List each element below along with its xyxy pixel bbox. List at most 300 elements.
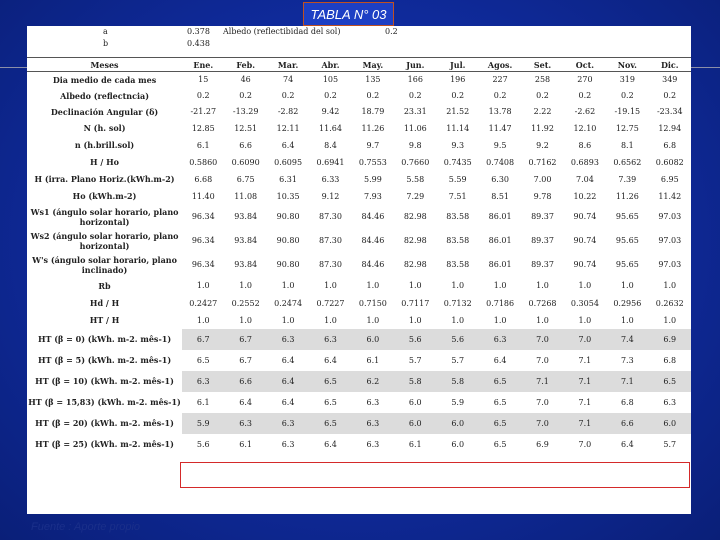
- table-cell: 9.78: [533, 191, 552, 201]
- ht-cell: 6.3: [182, 371, 224, 392]
- ht-cell: 6.3: [352, 413, 394, 434]
- table-cell: 319: [619, 75, 635, 85]
- table-cell: 7.93: [363, 191, 382, 201]
- table-cell: 90.74: [573, 236, 597, 245]
- ht-cell: 6.0: [408, 397, 422, 407]
- table-cell: -2.62: [574, 107, 596, 116]
- table-row: [27, 295, 691, 312]
- table-cell: 6.1: [196, 140, 210, 150]
- table-row: [27, 229, 691, 253]
- ht-cell: 5.7: [408, 355, 422, 365]
- ht-cell: 6.3: [663, 397, 677, 407]
- header-cell-month: Jun.: [394, 58, 436, 72]
- table-cell: 9.3: [451, 140, 465, 150]
- ht-row: [27, 413, 691, 434]
- table-cell: 0.2: [578, 91, 592, 100]
- table-cell: 0.6090: [231, 157, 260, 167]
- table-cell: 0.7227: [316, 298, 345, 308]
- table-cell: 1.0: [408, 281, 422, 290]
- table-cell: 10.22: [573, 191, 597, 201]
- table-cell: 96.34: [191, 260, 215, 269]
- table-cell: 82.98: [403, 212, 427, 221]
- row-label: N (h. sol): [83, 123, 126, 133]
- constant-b-label: b: [103, 39, 109, 48]
- table-cell: 11.14: [446, 123, 470, 133]
- table-cell: 0.2: [324, 91, 337, 100]
- header-cell-month: Mar.: [267, 58, 309, 72]
- row-label: W's (ángulo solar horario, plano inclinado): [32, 254, 177, 275]
- table-cell: 0.2: [281, 91, 295, 100]
- header-cell-month: Abr.: [309, 58, 351, 72]
- table-cell: 13.78: [488, 107, 512, 116]
- table-row: [27, 188, 691, 205]
- table-cell: -21.27: [190, 107, 217, 116]
- albedo-description: Albedo (reflectibidad del sol): [223, 27, 341, 36]
- table-cell: 0.2: [408, 91, 422, 100]
- table-cell: 87.30: [319, 260, 342, 269]
- table-cell: 1.0: [663, 281, 677, 290]
- constants-block: [27, 26, 691, 54]
- table-cell: 1.0: [578, 315, 592, 325]
- table-cell: -2.82: [277, 107, 299, 116]
- row-label: H (irra. Plano Horiz.(kWh.m-2): [34, 174, 175, 184]
- header-cell-meses: Meses: [27, 58, 182, 72]
- ht-row: [27, 434, 691, 455]
- ht-cell: 6.5: [324, 397, 337, 407]
- ht-cell: 7.3: [620, 355, 634, 365]
- table-cell: 18.79: [361, 107, 385, 116]
- table-cell: 7.04: [576, 174, 594, 184]
- row-label: Dia medio de cada mes: [52, 74, 157, 85]
- ht-row-label: HT (β = 15,83) (kWh. m-2. mês-1): [27, 392, 182, 413]
- ht-cell: 5.8: [437, 371, 479, 392]
- table-cell: 1.0: [196, 315, 210, 325]
- table-cell: 96.34: [191, 212, 215, 221]
- table-cell: 90.80: [276, 260, 300, 269]
- table-cell: 11.08: [234, 191, 258, 201]
- ht-row: [27, 350, 691, 371]
- header-cell-month: Jul.: [437, 58, 479, 72]
- table-cell: 93.84: [234, 260, 258, 269]
- ht-cell: 7.0: [536, 397, 549, 407]
- table-cell: 1.0: [239, 281, 253, 290]
- table-cell: 0.7435: [443, 157, 472, 167]
- table-cell: 0.2: [366, 91, 380, 100]
- table-cell: 0.7408: [486, 157, 515, 167]
- table-cell: 1.0: [536, 315, 549, 325]
- table-cell: 135: [365, 75, 381, 85]
- ht-cell: 6.0: [394, 413, 436, 434]
- ht-cell: 5.9: [451, 397, 465, 407]
- table-cell: 23.31: [403, 107, 427, 116]
- ht-cell: 6.1: [366, 355, 380, 365]
- table-cell: -13.29: [232, 107, 259, 116]
- table-row: [27, 253, 691, 277]
- header-cell-month: May.: [352, 58, 394, 72]
- ht-cell: 6.5: [493, 439, 507, 449]
- ht-cell: 6.4: [324, 355, 337, 365]
- ht-cell: 6.3: [281, 439, 295, 449]
- table-row: [27, 171, 691, 188]
- table-cell: 90.74: [573, 212, 597, 221]
- header-cell-month: Agos.: [479, 58, 521, 72]
- table-cell: 6.31: [279, 174, 297, 184]
- table-cell: 74: [282, 75, 294, 85]
- table-cell: 1.0: [536, 281, 549, 290]
- row-label: Ws1 (ángulo solar horario, plano horizontal): [30, 206, 179, 227]
- ht-cell: 6.4: [493, 355, 507, 365]
- ht-cell: 6.3: [309, 329, 351, 350]
- ht-cell: 6.7: [239, 355, 253, 365]
- table-cell: 2.22: [533, 107, 552, 116]
- ht-cell: 6.0: [437, 413, 479, 434]
- table-cell: 8.6: [578, 140, 592, 150]
- table-cell: 89.37: [531, 260, 554, 269]
- table-cell: 0.6082: [655, 157, 684, 167]
- table-cell: 6.33: [321, 174, 340, 184]
- table-cell: 1.0: [196, 281, 210, 290]
- table-cell: 0.7186: [486, 298, 515, 308]
- table-cell: 84.46: [361, 260, 385, 269]
- ht-cell: 6.5: [649, 371, 691, 392]
- ht-cell: 6.3: [366, 439, 380, 449]
- ht-cell: 7.0: [521, 413, 563, 434]
- table-cell: 86.01: [488, 260, 512, 269]
- table-cell: 6.30: [491, 174, 510, 184]
- table-cell: 0.2: [239, 91, 253, 100]
- table-cell: 8.51: [491, 191, 510, 201]
- table-cell: 349: [662, 75, 678, 85]
- table-cell: 89.37: [531, 212, 554, 221]
- table-cell: 6.8: [663, 140, 677, 150]
- table-cell: 0.2: [196, 91, 210, 100]
- table-cell: 93.84: [234, 212, 258, 221]
- ht-cell: 6.5: [309, 413, 351, 434]
- table-cell: 83.58: [446, 212, 470, 221]
- table-cell: 0.2: [620, 91, 634, 100]
- ht-cell: 7.1: [521, 371, 563, 392]
- constant-a-value: 0.378: [187, 27, 210, 36]
- table-cell: 1.0: [451, 281, 465, 290]
- table-cell: 83.58: [446, 236, 470, 245]
- header-cell-month: Ene.: [182, 58, 224, 72]
- table-cell: 86.01: [488, 212, 512, 221]
- table-cell: 0.2: [493, 91, 507, 100]
- table-cell: 11.92: [531, 123, 554, 133]
- table-row: [27, 154, 691, 171]
- table-cell: 9.5: [493, 140, 507, 150]
- ht-cell: 5.9: [182, 413, 224, 434]
- ht-cell: 7.0: [564, 329, 606, 350]
- ht-cell: 6.3: [267, 329, 309, 350]
- table-cell: 7.00: [533, 174, 552, 184]
- table-cell: 227: [492, 75, 508, 85]
- ht-cell: 5.7: [663, 439, 677, 449]
- table-cell: 0.7117: [401, 298, 430, 308]
- ht-cell: 6.7: [224, 329, 266, 350]
- table-cell: 15: [198, 75, 209, 85]
- table-cell: 0.7553: [358, 157, 387, 167]
- ht-cell: 6.0: [649, 413, 691, 434]
- table-cell: 1.0: [324, 281, 337, 290]
- table-cell: 8.4: [324, 140, 337, 150]
- table-cell: 0.2427: [189, 298, 218, 308]
- table-cell: 1.0: [451, 315, 465, 325]
- table-cell: 105: [322, 75, 339, 85]
- table-cell: 6.6: [239, 140, 253, 150]
- ht-cell: 6.4: [239, 397, 253, 407]
- ht-cell: 6.7: [182, 329, 224, 350]
- row-label: Rb: [98, 280, 111, 291]
- table-cell: 46: [240, 75, 251, 85]
- table-row: [27, 137, 691, 154]
- table-cell: 12.85: [191, 123, 215, 133]
- header-cell-month: Set.: [521, 58, 563, 72]
- ht-cell: 6.5: [479, 413, 521, 434]
- constant-b-value: 0.438: [187, 39, 210, 48]
- table-cell: 83.58: [446, 260, 470, 269]
- table-cell: 9.2: [536, 140, 549, 150]
- table-cell: 11.47: [488, 123, 512, 133]
- table-cell: -23.34: [656, 107, 683, 116]
- row-label: Ho (kWh.m-2): [72, 191, 137, 201]
- table-cell: 90.80: [276, 212, 300, 221]
- ht-row-label: HT (β = 10) (kWh. m-2. mês-1): [27, 371, 182, 392]
- table-cell: 270: [577, 75, 593, 85]
- table-cell: 95.65: [615, 212, 639, 221]
- table-cell: 0.2552: [231, 298, 260, 308]
- table-cell: 93.84: [234, 236, 258, 245]
- albedo-value: 0.2: [385, 27, 398, 36]
- table-cell: 6.68: [194, 174, 213, 184]
- ht-row: [27, 392, 691, 413]
- ht-cell: 7.1: [578, 355, 592, 365]
- table-cell: 1.0: [366, 315, 380, 325]
- table-cell: 0.2: [536, 91, 549, 100]
- table-cell: 0.2: [663, 91, 677, 100]
- table-cell: 12.10: [573, 123, 597, 133]
- table-cell: 8.1: [620, 140, 634, 150]
- ht-cell: 6.4: [324, 439, 337, 449]
- table-cell: 0.6941: [316, 157, 345, 167]
- table-cell: 86.01: [488, 236, 512, 245]
- header-cell-month: Nov.: [606, 58, 648, 72]
- table-cell: -19.15: [614, 107, 641, 116]
- table-cell: 97.03: [658, 260, 682, 269]
- ht-row-label: HT (β = 5) (kWh. m-2. mês-1): [27, 350, 182, 371]
- ht-cell: 6.4: [267, 371, 309, 392]
- table-cell: 0.7132: [443, 298, 472, 308]
- row-label: n (h.brill.sol): [74, 140, 135, 150]
- row-label: H / Ho: [90, 157, 119, 167]
- row-label: HT / H: [89, 315, 120, 325]
- table-cell: 87.30: [319, 212, 342, 221]
- ht-cell: 6.9: [649, 329, 691, 350]
- table-cell: 0.2956: [613, 298, 642, 308]
- ht-cell: 7.0: [536, 355, 549, 365]
- ht-cell: 6.3: [479, 329, 521, 350]
- ht-cell: 7.1: [578, 397, 592, 407]
- table-cell: 0.6562: [613, 157, 642, 167]
- ht-cell: 6.6: [606, 413, 648, 434]
- table-cell: 0.2474: [274, 298, 303, 308]
- constant-a-label: a: [103, 27, 108, 36]
- ht-cell: 6.9: [536, 439, 549, 449]
- ht-cell: 6.5: [309, 371, 351, 392]
- table-cell: 12.51: [234, 123, 258, 133]
- table-cell: 11.26: [615, 191, 639, 201]
- row-label: Albedo (reflectncia): [60, 90, 149, 101]
- table-cell: 9.7: [366, 140, 380, 150]
- source-note: Fuente : Aporte propio: [31, 521, 141, 533]
- table-cell: 5.58: [406, 174, 425, 184]
- ht-row-label: HT (β = 20) (kWh. m-2. mês-1): [27, 413, 182, 434]
- table-cell: 9.12: [321, 191, 340, 201]
- table-cell: 0.6893: [570, 157, 599, 167]
- ht-row-label: HT (β = 0) (kWh. m-2. mês-1): [27, 329, 182, 350]
- table-cell: 0.7660: [401, 157, 430, 167]
- table-header-row: [27, 58, 691, 72]
- table-cell: 0.2632: [655, 298, 684, 308]
- ht-cell: 6.4: [620, 439, 634, 449]
- ht-cell: 6.3: [267, 413, 309, 434]
- table-cell: 7.29: [406, 191, 425, 201]
- table-cell: 84.46: [361, 212, 385, 221]
- table-cell: 11.64: [319, 123, 342, 133]
- ht-cell: 6.3: [224, 413, 266, 434]
- row-label: Hd / H: [89, 298, 120, 308]
- table-cell: 6.95: [660, 174, 679, 184]
- ht-cell: 6.5: [493, 397, 507, 407]
- table-cell: 82.98: [403, 260, 427, 269]
- table-cell: 1.0: [620, 315, 634, 325]
- ht-cell: 6.3: [366, 397, 380, 407]
- ht-cell: 6.5: [479, 371, 521, 392]
- table-cell: 11.26: [361, 123, 385, 133]
- table-cell: 10.35: [276, 191, 300, 201]
- table-cell: 97.03: [658, 212, 682, 221]
- table-cell: 0.5860: [189, 157, 218, 167]
- ht-cell: 6.0: [352, 329, 394, 350]
- header-cell-month: Oct.: [564, 58, 606, 72]
- table-row: [27, 205, 691, 229]
- table-cell: 84.46: [361, 236, 385, 245]
- ht-cell: 7.1: [564, 371, 606, 392]
- table-cell: 258: [534, 75, 551, 85]
- table-cell: 0.7150: [358, 298, 387, 308]
- table-cell: 12.11: [276, 123, 300, 133]
- ht-cell: 6.1: [408, 439, 422, 449]
- table-cell: 90.74: [573, 260, 597, 269]
- table-cell: 82.98: [403, 236, 427, 245]
- table-cell: 1.0: [408, 315, 422, 325]
- ht-cell: 6.0: [451, 439, 465, 449]
- table-cell: 1.0: [493, 315, 507, 325]
- table-cell: 196: [450, 75, 466, 85]
- table-cell: 95.65: [615, 236, 639, 245]
- ht-cell: 5.6: [196, 439, 210, 449]
- ht-cell: 5.6: [437, 329, 479, 350]
- ht-cell: 7.1: [564, 413, 606, 434]
- table-cell: 0.7162: [528, 157, 557, 167]
- row-label: Ws2 (ángulo solar horario, plano horizontal): [30, 230, 179, 251]
- table-cell: 0.3054: [570, 298, 599, 308]
- table-row: [27, 120, 691, 137]
- table-cell: 0.6095: [274, 157, 303, 167]
- ht-row: [27, 371, 691, 392]
- table-cell: 7.51: [448, 191, 467, 201]
- table-row: [27, 277, 691, 295]
- ht-row-label: HT (β = 25) (kWh. m-2. mês-1): [27, 434, 182, 455]
- table-cell: 1.0: [663, 315, 677, 325]
- ht-cell: 6.5: [196, 355, 210, 365]
- data-sheet: [27, 26, 691, 514]
- table-cell: 21.52: [446, 107, 470, 116]
- ht-cell: 6.8: [663, 355, 677, 365]
- table-cell: 6.75: [236, 174, 255, 184]
- table-cell: 87.30: [319, 236, 342, 245]
- header-cell-month: Feb.: [224, 58, 266, 72]
- ht-cell: 5.8: [394, 371, 436, 392]
- table-cell: 11.40: [191, 191, 215, 201]
- ht-cell: 7.4: [606, 329, 648, 350]
- table-cell: 1.0: [493, 281, 507, 290]
- ht-cell: 7.1: [606, 371, 648, 392]
- ht-cell: 7.0: [521, 329, 563, 350]
- ht-cell: 7.0: [578, 439, 592, 449]
- table-cell: 9.8: [408, 140, 422, 150]
- header-cell-month: Dic.: [649, 58, 691, 72]
- table-cell: 1.0: [281, 315, 295, 325]
- table-cell: 1.0: [324, 315, 337, 325]
- table-cell: 1.0: [578, 281, 592, 290]
- ht-cell: 6.4: [281, 397, 295, 407]
- table-cell: 1.0: [366, 281, 380, 290]
- table-cell: 12.94: [658, 123, 682, 133]
- table-cell: 95.65: [615, 260, 639, 269]
- table-cell: 1.0: [281, 281, 295, 290]
- ht-row: [27, 329, 691, 350]
- ht-cell: 5.7: [451, 355, 465, 365]
- table-cell: 6.4: [281, 140, 295, 150]
- table-cell: 0.7268: [528, 298, 557, 308]
- ht-cell: 6.6: [224, 371, 266, 392]
- table-cell: 96.34: [191, 236, 215, 245]
- ht-cell: 6.8: [620, 397, 634, 407]
- table-cell: 0.2: [451, 91, 465, 100]
- table-cell: 5.99: [363, 174, 382, 184]
- table-row: [27, 104, 691, 120]
- table-cell: 5.59: [448, 174, 467, 184]
- table-cell: 1.0: [239, 315, 253, 325]
- table-row: [27, 312, 691, 329]
- ht-cell: 5.6: [394, 329, 436, 350]
- table-cell: 11.42: [658, 191, 682, 201]
- table-cell: 97.03: [658, 236, 682, 245]
- ht-cell: 6.2: [352, 371, 394, 392]
- table-cell: 11.06: [403, 123, 427, 133]
- ht-cell: 6.1: [239, 439, 253, 449]
- table-row: [27, 88, 691, 104]
- table-cell: 90.80: [276, 236, 300, 245]
- solar-radiation-table: [27, 57, 691, 455]
- slide-title: TABLA N° 03: [303, 2, 394, 26]
- row-label: Declinación Angular (δ): [50, 106, 159, 117]
- table-cell: 1.0: [620, 281, 634, 290]
- ht-cell: 6.1: [196, 397, 210, 407]
- table-cell: 89.37: [531, 236, 554, 245]
- table-cell: 166: [407, 75, 423, 85]
